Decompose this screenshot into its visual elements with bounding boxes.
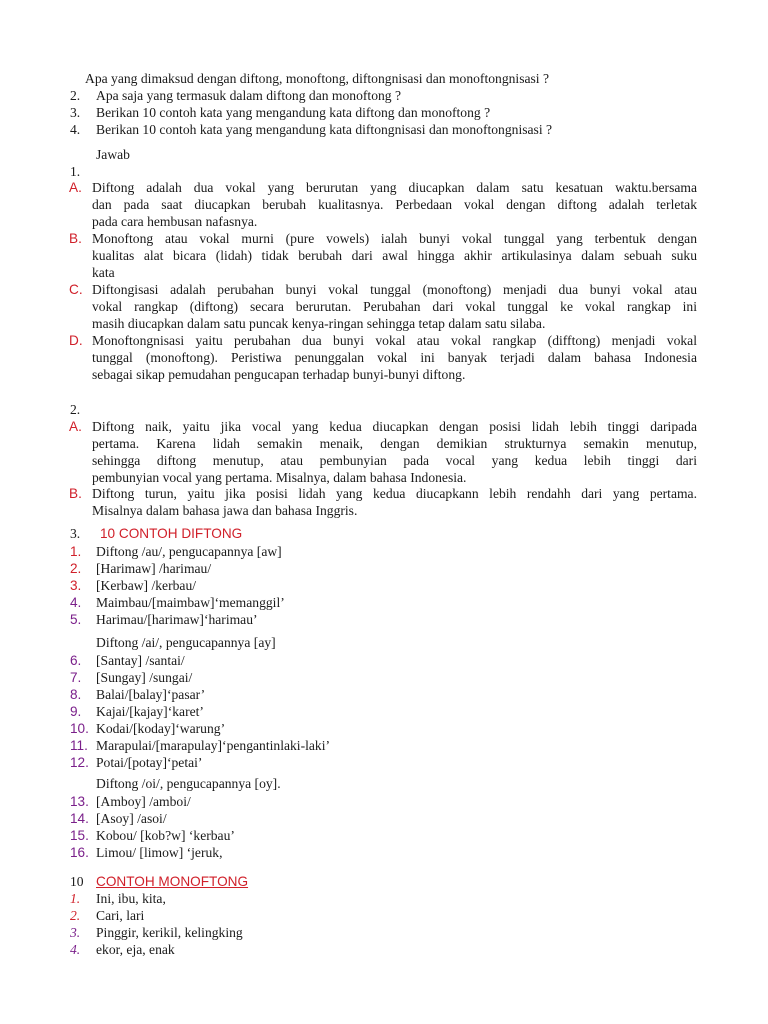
list-item: [Sungay] /sungai/ [96,670,193,685]
contoh-diftong-heading: 10 CONTOH DIFTONG [100,526,243,541]
list-number: 15. [70,828,89,843]
letter-c: C. [69,282,83,297]
answer-line: vokal rangkap (diftong) secara berurutan. Perubahan dari vokal tunggal ke vokal rangkap ini [92,299,697,314]
list-number: 5. [70,612,82,627]
list-item: Potai/[potay]‘petai’ [96,755,203,770]
answer-line: kata [92,265,115,280]
question-text: Berikan 10 contoh kata yang mengandung kata diftongnisasi dan monoftongnisasi ? [96,122,553,137]
answer-line: Misalnya dalam bahasa jawa dan bahasa Inggris. [92,503,358,518]
answer-line: Diftong adalah dua vokal yang berurutan yang diucapkan dalam satu kesatuan waktu.bersama [92,180,697,195]
list-number: 16. [70,845,89,860]
list-number: 9. [70,704,82,719]
list-item: Harimau/[harimaw]‘harimau’ [96,612,258,627]
list-number: 7. [70,670,82,685]
answer-line: masih diucapkan dalam satu puncak kenya-ringan sehingga tetap dalam satu silaba. [92,316,546,331]
question-number: 4. [70,122,81,137]
answer-diftong-naik [92,418,697,486]
list-item: [Kerbaw] /kerbau/ [96,578,197,593]
answer-line: Diftong naik, yaitu jika vocal yang kedua diucapkan dengan posisi lidah lebih tinggi daripada [92,419,697,434]
list-number: 8. [70,687,82,702]
list-item: Kodai/[koday]‘warung’ [96,721,226,736]
list-item: Diftong /au/, pengucapannya [aw] [96,544,282,559]
answer-line: pembunyian vocal yang pertama. Misalnya, dalam bahasa Indonesia. [92,470,467,485]
letter-a: A. [69,180,82,195]
list-number: 13. [70,794,89,809]
answer-d [92,332,697,383]
answer-line: pertama. Karena lidah semakin menaik, dengan demikian strukturnya semakin menutup, [92,436,697,451]
list-item: Maimbau/[maimbaw]‘memanggil’ [96,595,285,610]
jawab-heading: Jawab [96,147,130,162]
list-number: 10. [70,721,89,736]
answer-line: dan pada saat diucapkan berubah kualitasnya. Perbedaan vokal dengan diftong adalah terletak [92,197,697,212]
list-item: [Amboy] /amboi/ [96,794,191,809]
list-item: Kajai/[kajay]‘karet’ [96,704,204,719]
list-number: 3. [70,578,82,593]
answer-line: sebagai sikap pemudahan pengucapan terhadap bunyi-bunyi diftong. [92,367,466,382]
answer-a [92,179,697,230]
list-number: 12. [70,755,89,770]
list-number: 14. [70,811,89,826]
answer-line: Diftong turun, yaitu jika posisi lidah yang kedua diucapkann lebih rendahh dari yang pertama. [92,486,697,501]
answer-line: Monoftongnisasi yaitu perubahan dua bunyi vokal atau vokal rangkap (difftong) menjadi vokal [92,333,697,348]
section-1-number: 1. [70,164,81,179]
list-number: 2. [70,908,81,923]
answer-b [92,230,697,281]
list-item: [Santay] /santai/ [96,653,185,668]
letter-d: D. [69,333,83,348]
answer-line: Monoftong atau vokal murni (pure vowels) ialah bunyi vokal tunggal yang terbentuk dengan [92,231,697,246]
list-number: 1. [70,544,82,559]
contoh-monoftong-heading: CONTOH MONOFTONG [96,874,249,889]
answer-line: tunggal (monoftong). Peristiwa penunggalan vokal ini banyak terjadi dalam bahasa Indonesia [92,350,697,365]
answer-diftong-turun [92,485,697,519]
section-4-number: 10 [70,874,84,889]
question-text: Berikan 10 contoh kata yang mengandung kata diftong dan monoftong ? [96,105,491,120]
letter-b: B. [69,486,82,501]
answer-line: pada cara hembusan nafasnya. [92,214,258,229]
list-item: Pinggir, kerikil, kelingking [96,925,243,940]
list-item: Balai/[balay]‘pasar’ [96,687,206,702]
question-text: Apa saja yang termasuk dalam diftong dan monoftong ? [96,88,402,103]
letter-b: B. [69,231,82,246]
list-item: Ini, ibu, kita, [96,891,166,906]
list-item: Limou/ [limow] ‘jeruk, [96,845,223,860]
list-number: 6. [70,653,82,668]
list-number: 4. [70,942,81,957]
letter-a: A. [69,419,82,434]
question-number: 2. [70,88,81,103]
list-number: 3. [70,925,81,940]
list-item: [Asoy] /asoi/ [96,811,167,826]
answer-c [92,281,697,332]
list-item: Cari, lari [96,908,145,923]
list-item: ekor, eja, enak [96,942,175,957]
list-number: 2. [70,561,82,576]
list-number: 11. [70,738,88,753]
answer-line: Diftongisasi adalah perubahan bunyi vokal tunggal (monoftong) menjadi dua bunyi vokal atau [92,282,697,297]
list-number: 1. [70,891,81,906]
section-2-number: 2. [70,402,81,417]
list-item: [Harimaw] /harimau/ [96,561,212,576]
answer-line: kualitas alat bicara (lidah) tidak berubah dari awal hingga akhir artikulasinya dalam sebuah suku [92,248,697,263]
list-item: Kobou/ [kob?w] ‘kerbau’ [96,828,235,843]
section-3-number: 3. [70,526,81,541]
diftong-ai-heading: Diftong /ai/, pengucapannya [ay] [96,635,276,650]
question-1: Apa yang dimaksud dengan diftong, monoftong, diftongnisasi dan monoftongnisasi ? [85,71,550,86]
answer-line: sehingga diftong menutup, atau pembunyian pada vocal yang kedua lebih tinggi dari [92,453,697,468]
diftong-oi-heading: Diftong /oi/, pengucapannya [oy]. [96,776,281,791]
list-number: 4. [70,595,82,610]
question-number: 3. [70,105,81,120]
list-item: Marapulai/[marapulay]‘pengantinlaki-laki’ [96,738,331,753]
